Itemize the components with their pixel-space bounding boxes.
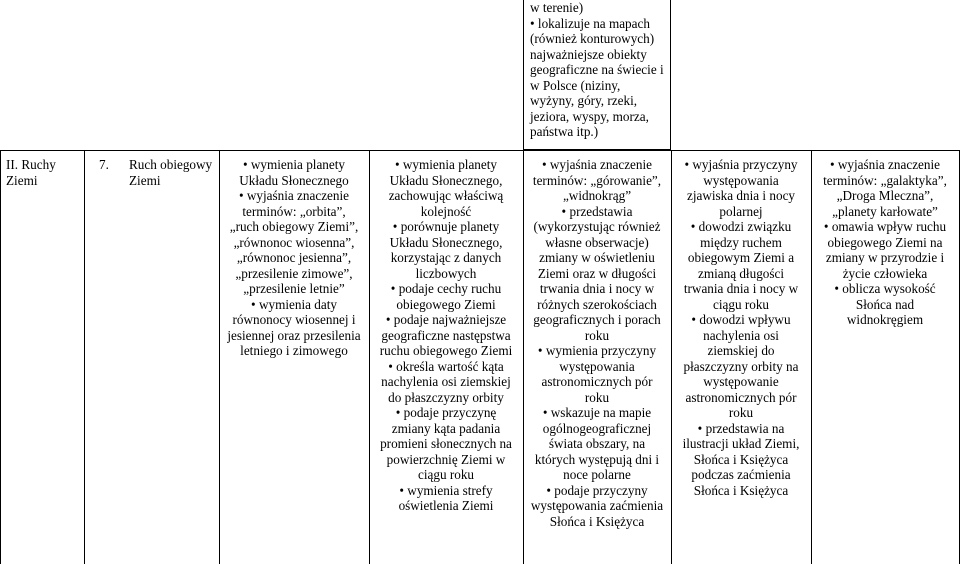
text-line: Układu Słonecznego, [389, 234, 503, 250]
text-line: zjawiska dnia i nocy [686, 188, 796, 203]
text-line: występowania [703, 172, 779, 188]
text-line: • lokalizuje na mapach [530, 15, 650, 31]
text-line: płaszczyzny orbity na [683, 358, 799, 374]
text-line: ciągu roku [712, 296, 770, 312]
text-line: roku [728, 405, 754, 420]
bullet-item: • wymienia planety [220, 157, 368, 173]
bullet-item: • wskazuje na mapie [524, 405, 670, 421]
text-line: polarnej [719, 203, 763, 219]
bullet-item: • dowodzi związku [672, 219, 810, 235]
bullet-item: • przedstawia na [672, 421, 810, 437]
text-line: ogólnogeograficznej [542, 420, 652, 436]
bullet-item: • podaje najważniejsze [370, 312, 522, 328]
text-line: ziemskiej do [707, 343, 775, 358]
topic-cell [129, 157, 212, 188]
top-cell-text [530, 0, 670, 140]
bullet-item: • wymienia przyczyny [524, 343, 670, 359]
text-line: trwania dnia i nocy w [683, 281, 799, 296]
text-line: roku [584, 389, 610, 405]
text-line: obiegowego Ziemi na [827, 234, 943, 250]
text-line: zmianą długości [697, 265, 785, 281]
bullet-item: • wymienia daty [220, 297, 368, 313]
table-border [0, 151, 1, 564]
text-line: jesiennej oraz przesilenia [227, 327, 361, 343]
text-line: widnokręgiem [846, 312, 924, 327]
bullet-item: • podaje cechy ruchu [370, 281, 522, 297]
text-line: astronomicznych pór [685, 389, 797, 405]
table-border [84, 151, 85, 564]
text-line: własne obserwacje) [545, 234, 649, 250]
bullet-item: • przedstawia [524, 204, 670, 220]
text-line: (również konturowych) [530, 31, 655, 46]
text-line: kolejność [420, 203, 472, 219]
text-line: występowania [559, 358, 635, 374]
text-line: Układu Słonecznego, [389, 172, 503, 188]
section-title-line-1: II. Ruchy [6, 157, 56, 172]
text-line: „Droga Mleczna”, [836, 188, 934, 203]
bullet-item: • omawia wpływ ruchu [812, 219, 958, 235]
text-line: jeziora, wyspy, morza, [530, 108, 649, 124]
text-line: „planety karłowate” [832, 203, 938, 219]
text-line: terminów: „orbita”, [242, 203, 346, 219]
text-line: Słońca i Księżyca [549, 513, 645, 529]
requirements-column-2 [370, 157, 522, 514]
topic-title-line-2: Ziemi [129, 172, 161, 188]
text-line: nachylenia osi ziemskiej [381, 374, 511, 389]
text-line: geograficznych i porach [533, 312, 661, 327]
section-cell [6, 157, 56, 188]
text-line: państwa itp.) [530, 124, 599, 139]
text-line: w Polsce (niziny, [530, 77, 621, 93]
bullet-item: • wyjaśnia przyczyny [672, 157, 810, 173]
text-line: różnych szerokościach [537, 296, 657, 312]
top-continuation-cell [523, 0, 671, 150]
text-line: „widnokrąg” [562, 188, 632, 203]
requirements-column-4 [672, 157, 810, 498]
text-line: wyżyny, góry, rzeki, [530, 93, 638, 108]
text-line: ruchu obiegowego Ziemi [379, 343, 513, 358]
bullet-item: • wymienia strefy [370, 483, 522, 499]
text-line: astronomicznych pór [541, 374, 653, 389]
table-row-ruchy-ziemi [0, 150, 960, 564]
text-line: „przesilenie letnie” [243, 281, 345, 296]
bullet-item: • wyjaśnia znaczenie [220, 188, 368, 204]
text-line: „równonoc wiosenna”, [233, 234, 355, 250]
text-line: ilustracji układ Ziemi, [682, 436, 800, 451]
text-line: występowania zaćmienia [530, 498, 664, 513]
text-line: świata obszary, na [548, 436, 646, 451]
text-line: Słońca i Księżyca [693, 482, 789, 498]
text-line: „przesilenie zimowe”, [235, 265, 353, 281]
topic-number: 7. [99, 157, 109, 172]
bullet-item: • oblicza wysokość [812, 281, 958, 297]
text-line: zmiany kąta padania [391, 420, 501, 436]
text-line: terminów: „galaktyka”, [823, 172, 947, 188]
text-line: obiegowego Ziemi [396, 296, 496, 312]
text-line: trwania dnia i nocy w [539, 281, 655, 296]
text-line: liczbowych [415, 265, 477, 281]
text-line: obiegowym Ziemi a [687, 250, 795, 265]
section-title-line-2: Ziemi [6, 172, 38, 188]
text-line: „ruch obiegowy Ziemi”, [229, 219, 359, 234]
bullet-item: • podaje przyczyny [524, 483, 670, 499]
text-line: letniego i zimowego [240, 343, 348, 358]
text-line: podczas zaćmienia [691, 467, 791, 482]
text-line: których występują dni i [534, 451, 660, 467]
text-line: Ziemi oraz w długości [537, 265, 657, 281]
text-line: promieni słonecznych na [380, 436, 512, 451]
bullet-item: • wyjaśnia znaczenie [812, 157, 958, 173]
bullet-item: • określa wartość kąta [370, 359, 522, 375]
requirements-column-1 [220, 157, 368, 359]
bullet-item: • wyjaśnia znaczenie [524, 157, 670, 173]
bullet-item: • porównuje planety [370, 219, 522, 235]
text-line: terminów: „górowanie”, [532, 172, 662, 188]
text-line: zachowując właściwą [388, 188, 504, 203]
text-line: zmiany w oświetleniu [539, 250, 655, 265]
text-line: równonocy wiosennej i [232, 312, 356, 327]
text-line: korzystając z danych [390, 250, 502, 265]
text-line: w terenie) [530, 0, 584, 15]
text-line: Układu Słonecznego [239, 172, 349, 188]
text-line: życie człowieka [842, 265, 928, 281]
text-line: „równonoc jesienna”, [236, 250, 352, 265]
text-line: zmiany w przyrodzie i [825, 250, 945, 265]
text-line: roku [584, 327, 610, 343]
text-line: nachylenia osi [703, 327, 779, 343]
text-line: geograficzne na świecie i [530, 62, 664, 77]
text-line: występowanie [703, 374, 779, 389]
text-line: do płaszczyzny orbity [388, 389, 504, 405]
text-line: geograficzne następstwa [381, 327, 511, 343]
bullet-item: • wymienia planety [370, 157, 522, 173]
text-line: Słońca i Księżyca [693, 451, 789, 467]
bullet-item: • dowodzi wpływu [672, 312, 810, 328]
bullet-item: • podaje przyczynę [370, 405, 522, 421]
text-line: Słońca nad [855, 296, 915, 312]
text-line: najważniejsze obiekty [530, 46, 647, 62]
text-line: powierzchnię Ziemi w [386, 451, 506, 467]
text-line: między ruchem [700, 234, 782, 250]
text-line: ciągu roku [417, 467, 475, 482]
topic-title-line-1: Ruch obiegowy [129, 157, 213, 172]
text-line: (wykorzystując również [533, 219, 661, 234]
requirements-column-3 [524, 157, 670, 529]
requirements-column-5 [812, 157, 958, 328]
text-line: oświetlenia Ziemi [398, 498, 494, 513]
text-line: noce polarne [563, 467, 631, 482]
